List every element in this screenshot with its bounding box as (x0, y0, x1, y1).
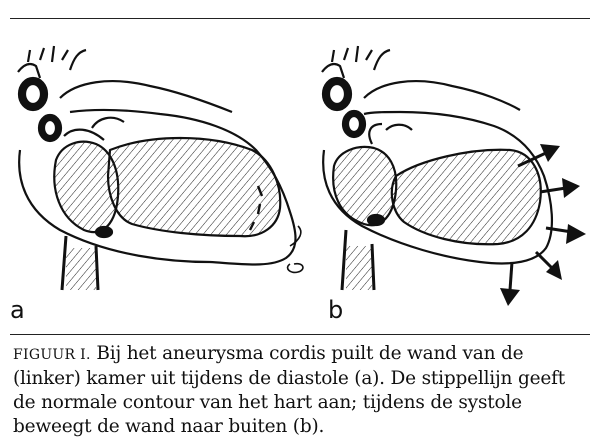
caption-prefix: FIGUUR I. (13, 347, 91, 363)
figure-caption (13, 342, 593, 439)
arrow-4 (536, 252, 562, 280)
panel-label-b: b (328, 296, 344, 324)
caption-text: Bij het aneurysma cordis puilt de wand van de (linker) kamer uit tijdens de diastole (a). De stippellijn geeft de normale contour van het hart aan; tijdens de systole beweegt de wand naar buiten (b). (13, 343, 565, 437)
panel-label-a: a (10, 296, 25, 324)
caption-rule (10, 334, 590, 335)
heart-b (322, 46, 552, 290)
heart-a (18, 46, 303, 290)
arrow-5 (500, 262, 520, 306)
